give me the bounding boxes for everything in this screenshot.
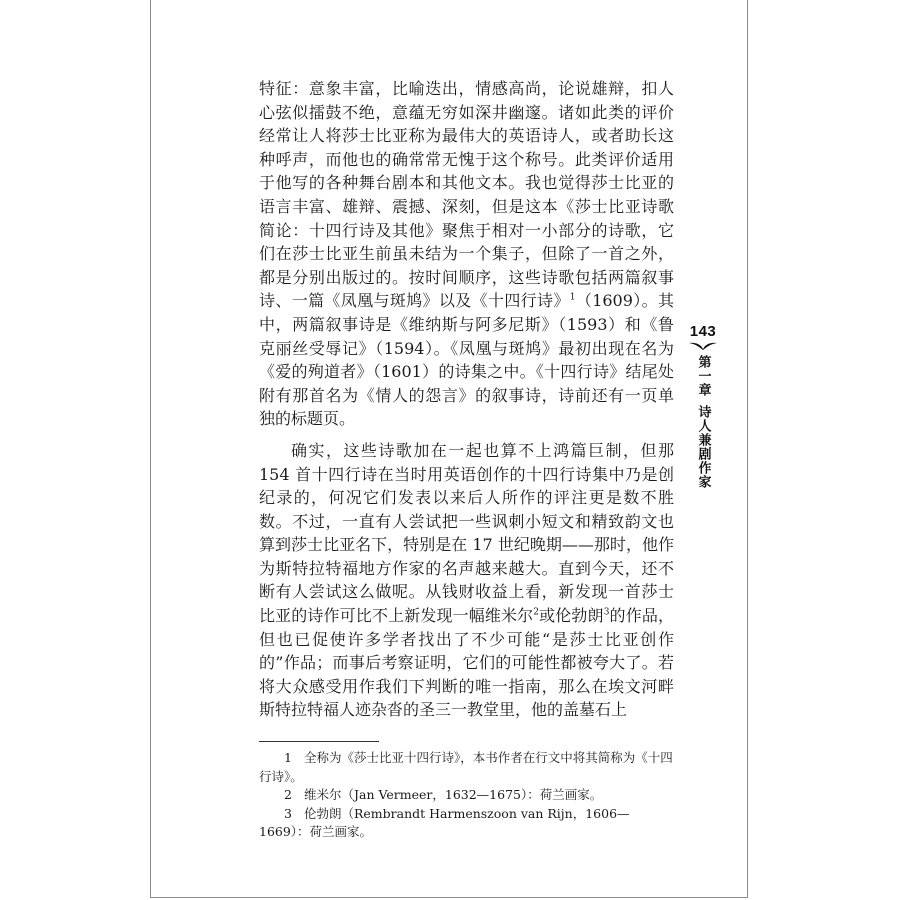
paragraph-2-text-a: 确实，这些诗歌加在一起也算不上鸿篇巨制，但那 154 首十四行诗在当时用英语创作的十四行诗集中乃是创纪录的，何况它们发表以来后人所作的评注更是数不胜数。不过，一直有人尝试把一些讽刺小短文和精致韵文也算到莎士比亚名下，特别是在 17 世纪晚期——那时，他作为斯特拉特福地方作家的名声越来越大。直到今天，还不断有人尝试这么做呢。从钱财收益上看，新发现一首莎士比亚的诗作可比不上新发现一幅维米尔 [259, 440, 674, 626]
paragraph-1-text-b: （1609）。其中，两篇叙事诗是《维纳斯与阿多尼斯》（1593）和《鲁克丽丝受辱记》（1594）。《凤凰与斑鸠》最初出现在名为《爱的殉道者》（1601）的诗集之中。《十四行诗》结尾处附有那首名为《情人的怨言》的叙事诗，诗前还有一页单独的标题页。 [259, 291, 674, 429]
footnote-divider [259, 741, 379, 742]
footnote-1 [259, 749, 677, 786]
footnote-3 [259, 805, 677, 842]
chapter-label: 第一章 [695, 355, 711, 397]
running-head [688, 323, 718, 489]
paragraph-2-text-b: 或伦勃朗 [539, 606, 604, 626]
footnote-2-text: 维米尔（Jan Vermeer，1632—1675）：荷兰画家。 [304, 787, 603, 802]
paragraph-1 [259, 77, 674, 431]
footnote-1-number: 1 [284, 750, 292, 765]
footnote-ref-3[interactable]: 3 [603, 607, 610, 618]
footnote-2-number: 2 [284, 787, 292, 802]
paragraph-2-text-c: 的作品，但也已促使许多学者找出了不少可能“是莎士比亚创作的”作品；而事后考察证明，它们的可能性都被夸大了。若将大众感受用作我们下判断的唯一指南，那么在埃文河畔斯特拉特福人迹杂沓的圣三一教堂里，他的盖墓石上 [259, 606, 674, 720]
chapter-title: 诗人兼剧作家 [695, 405, 711, 489]
footnote-1-text: 全称为《莎士比亚十四行诗》，本书作者在行文中将其简称为《十四行诗》。 [259, 750, 673, 784]
footnotes [259, 749, 677, 842]
footnote-ref-1[interactable]: 1 [569, 293, 576, 304]
footnote-3-number: 3 [284, 805, 292, 821]
paragraph-2 [259, 439, 674, 722]
footnote-3-text: 伦勃朗（Rembrandt Harmenszoon van Rijn，1606—1669）：荷兰画家。 [259, 805, 630, 839]
footnote-ref-2[interactable]: 2 [533, 607, 540, 618]
ornament-icon [688, 341, 718, 351]
page-number: 143 [689, 323, 717, 340]
paragraph-1-text-a: 特征：意象丰富，比喻迭出，情感高尚，论说雄辩，扣人心弦似擂鼓不绝，意蕴无穷如深井幽邃。诸如此类的评价经常让人将莎士比亚称为最伟大的英语诗人，或者助长这种呼声，而他也的确常常无愧于这个称号。此类评价适用于他写的各种舞台剧本和其他文本。我也觉得莎士比亚的语言丰富、雄辩、震撼、深刻，但是这本《莎士比亚诗歌简论：十四行诗及其他》聚焦于相对一小部分的诗歌，它们在莎士比亚生前虽未结为一个集子，但除了一首之外，都是分别出版过的。按时间顺序，这些诗歌包括两篇叙事诗、一篇《凤凰与斑鸠》以及《十四行诗》 [259, 79, 674, 311]
footnote-2 [259, 786, 677, 805]
main-text [259, 77, 674, 722]
